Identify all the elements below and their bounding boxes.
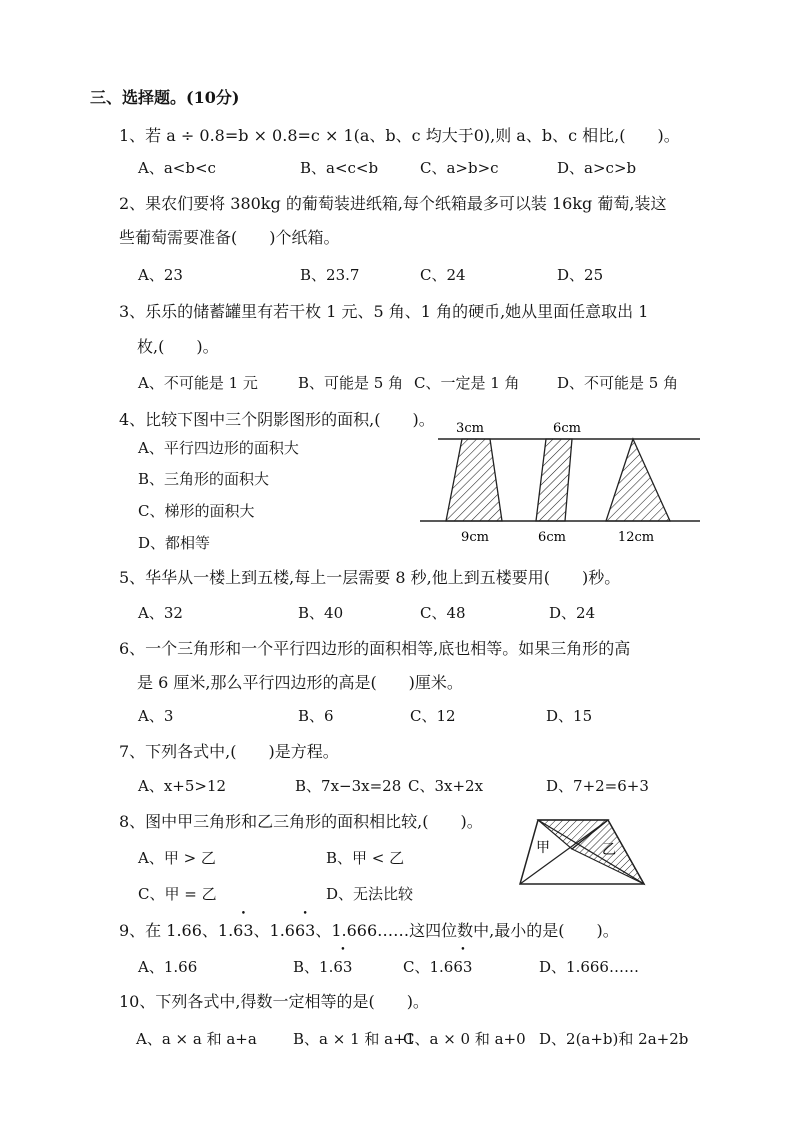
q5-option-d: D、24: [549, 604, 596, 622]
q9-option-b-prefix: B、1.: [293, 958, 334, 976]
q9-option-c: [403, 957, 472, 977]
q3-option-b: B、可能是 5 角: [298, 374, 404, 392]
q9-text-prefix: 9、在 1.66、1.: [119, 921, 234, 940]
q1-option-a: A、a<b<c: [138, 159, 216, 177]
section-title: 三、选择题。(10分): [90, 88, 240, 107]
question-6-text-cont: 是 6 厘米,那么平行四边形的高是( )厘米。: [137, 673, 463, 692]
q2-option-b: B、23.7: [300, 266, 360, 284]
question-9-text: [119, 921, 619, 941]
label-top-6cm: 6cm: [553, 421, 581, 436]
label-jia: 甲: [536, 840, 550, 856]
q4-option-d: D、都相等: [138, 534, 211, 552]
q1-option-d: D、a>c>b: [557, 159, 637, 177]
q6-option-c: C、12: [410, 707, 456, 725]
question-2-text: 2、果农们要将 380kg 的葡萄装进纸箱,每个纸箱最多可以装 16kg 葡萄,装这: [119, 194, 667, 213]
q6-option-b: B、6: [298, 707, 334, 725]
q9-option-c-prefix: C、1.6: [403, 958, 454, 976]
q10-option-b: B、a × 1 和 a+1: [293, 1030, 416, 1048]
label-bottom-12cm: 12cm: [617, 530, 655, 545]
q3-option-d: D、不可能是 5 角: [557, 374, 679, 392]
q2-option-c: C、24: [420, 266, 466, 284]
q8-option-b: B、甲 < 乙: [326, 849, 405, 867]
q2-option-d: D、25: [557, 266, 604, 284]
question-8-text: 8、图中甲三角形和乙三角形的面积相比较,( )。: [119, 812, 483, 831]
label-bottom-6cm: 6cm: [538, 530, 566, 545]
shaded-shapes-figure: [410, 412, 710, 552]
q9-text-sep2: 、1.666……这四位数中,最小的是( )。: [315, 921, 619, 940]
q9-option-b-digits: • 63: [333, 957, 352, 977]
q9-option-d: D、1.666……: [539, 958, 639, 976]
q9-option-b: [293, 957, 352, 977]
q9-option-c-digits: • 63: [453, 957, 472, 977]
q4-option-c: C、梯形的面积大: [138, 502, 255, 520]
question-7-text: 7、下列各式中,( )是方程。: [119, 742, 339, 761]
label-yi: 乙: [602, 842, 616, 858]
q7-option-d: D、7+2=6+3: [546, 777, 649, 795]
question-5-text: 5、华华从一楼上到五楼,每上一层需要 8 秒,他上到五楼要用( )秒。: [119, 568, 621, 587]
parallelogram-shape: [536, 439, 572, 521]
triangle-comparison-figure: [514, 812, 654, 888]
q9-option-a: A、1.66: [138, 958, 198, 976]
q9-text-sep1: 、1.6: [253, 921, 295, 940]
question-3-text: 3、乐乐的储蓄罐里有若干枚 1 元、5 角、1 角的硬币,她从里面任意取出 1: [119, 302, 649, 321]
q1-option-b: B、a<c<b: [300, 159, 379, 177]
q9-repeating-number-1: • 63: [233, 921, 253, 941]
q3-option-c: C、一定是 1 角: [414, 374, 520, 392]
q7-option-c: C、3x+2x: [408, 777, 484, 795]
q7-option-a: A、x+5>12: [138, 777, 227, 795]
q10-option-d: D、2(a+b)和 2a+2b: [539, 1030, 689, 1048]
q10-option-c: C、a × 0 和 a+0: [403, 1030, 526, 1048]
question-6-text: 6、一个三角形和一个平行四边形的面积相等,底也相等。如果三角形的高: [119, 639, 631, 658]
q6-option-d: D、15: [546, 707, 593, 725]
q8-option-a: A、甲 > 乙: [138, 849, 216, 867]
q5-option-a: A、32: [138, 604, 183, 622]
question-2-text-cont: 些葡萄需要准备( )个纸箱。: [119, 228, 340, 247]
q3-option-a: A、不可能是 1 元: [138, 374, 258, 392]
q5-option-b: B、40: [298, 604, 344, 622]
question-10-text: 10、下列各式中,得数一定相等的是( )。: [119, 992, 429, 1011]
trapezoid-shape: [446, 439, 502, 521]
question-4-text: 4、比较下图中三个阴影图形的面积,( )。: [119, 410, 435, 429]
q9-repeating-number-2: • 63: [295, 921, 315, 941]
q5-option-c: C、48: [420, 604, 466, 622]
question-1-text: 1、若 a ÷ 0.8=b × 0.8=c × 1(a、b、c 均大于0),则 a、b、c 相比,( )。: [119, 126, 680, 145]
q4-option-b: B、三角形的面积大: [138, 470, 270, 488]
q7-option-b: B、7x−3x=28: [295, 777, 402, 795]
q8-option-c: C、甲 = 乙: [138, 885, 217, 903]
question-3-text-cont: 枚,( )。: [137, 337, 219, 356]
label-bottom-9cm: 9cm: [461, 530, 489, 545]
label-top-3cm: 3cm: [456, 421, 484, 436]
triangle-shape: [606, 439, 670, 521]
q4-option-a: A、平行四边形的面积大: [138, 439, 299, 457]
q6-option-a: A、3: [138, 707, 174, 725]
q1-option-c: C、a>b>c: [420, 159, 499, 177]
q8-option-d: D、无法比较: [326, 885, 414, 903]
q2-option-a: A、23: [138, 266, 183, 284]
q10-option-a: A、a × a 和 a+a: [136, 1030, 257, 1048]
